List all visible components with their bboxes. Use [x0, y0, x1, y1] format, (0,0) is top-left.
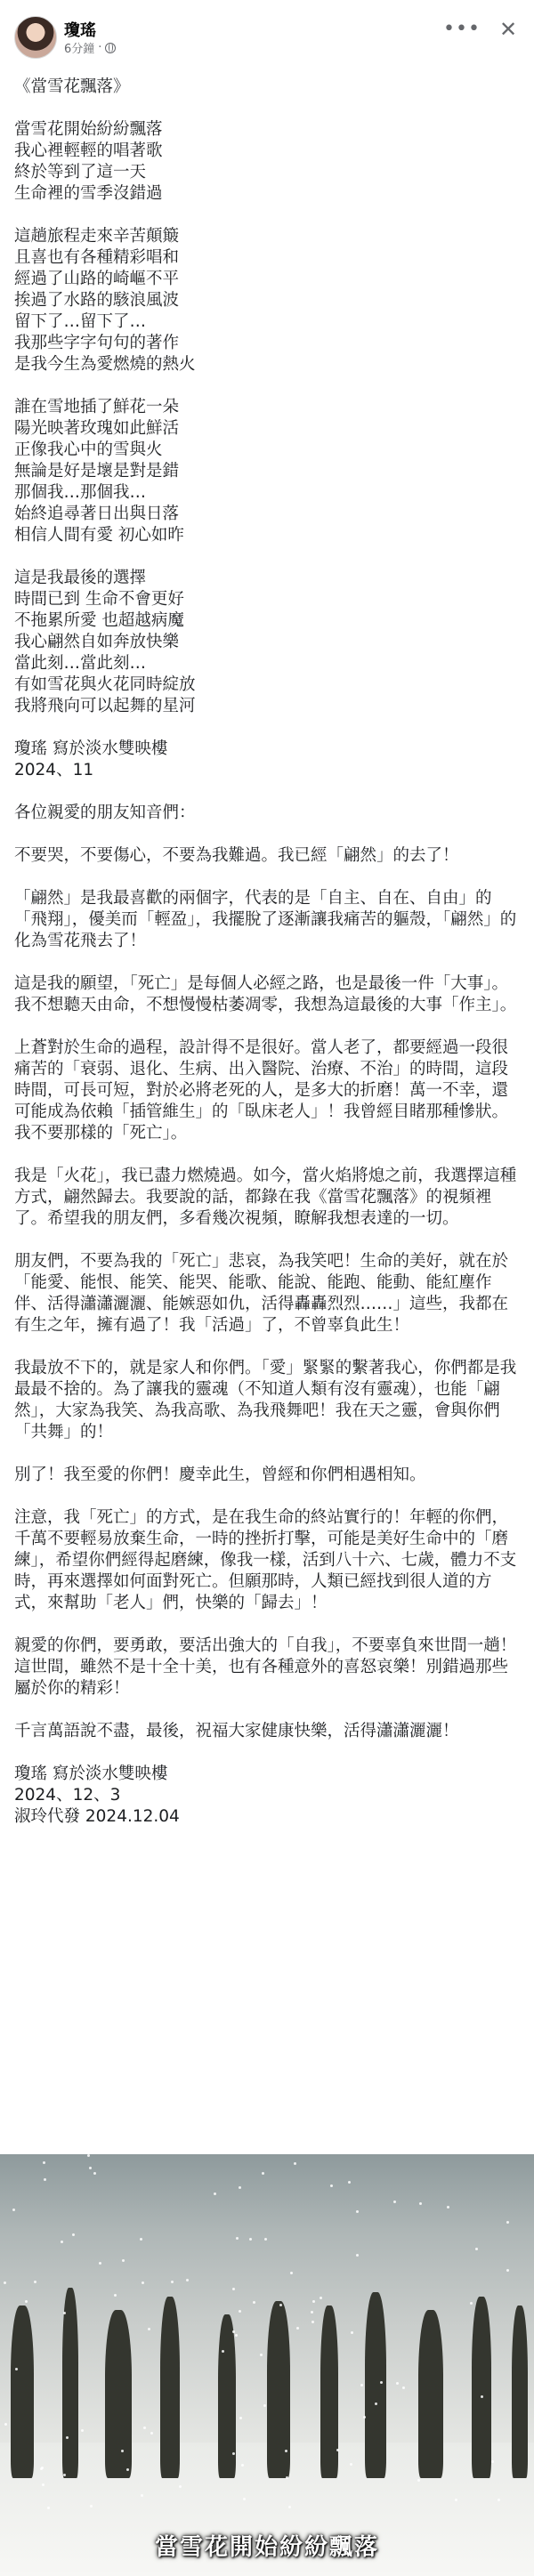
- snowflake: [25, 2300, 28, 2303]
- snowflake: [34, 2281, 36, 2283]
- paragraph-gap: [14, 952, 517, 973]
- post-line: 那個我…那個我…: [14, 483, 147, 502]
- snowflake: [12, 2209, 15, 2211]
- post-line: 始終追尋著日出與日落: [14, 505, 180, 523]
- tree-trunk: [365, 2292, 386, 2478]
- snowflake: [285, 2450, 287, 2452]
- snowflake: [380, 2381, 383, 2384]
- snowflake: [42, 2483, 44, 2486]
- paragraph-gap: [14, 867, 517, 888]
- tree-trunk: [472, 2297, 491, 2478]
- snowflake: [141, 2494, 143, 2497]
- snowflake: [350, 2463, 352, 2466]
- post-line: 2024、11: [14, 761, 94, 779]
- post-line: 留下了…留下了…: [14, 312, 147, 331]
- snowflake: [356, 2254, 359, 2257]
- snowflake: [47, 2507, 50, 2509]
- post-line: 陽光映著玫瑰如此鮮活: [14, 419, 180, 438]
- snowflake: [239, 2310, 241, 2313]
- snowflake: [61, 2241, 63, 2243]
- snowflake: [481, 2395, 483, 2398]
- post-line: 瓊瑤 寫於淡水雙映樓: [14, 1764, 168, 1783]
- post-line: 是我今生為愛燃燒的熱火: [14, 355, 196, 374]
- post-line: 《當雪花飄落》: [14, 77, 130, 96]
- snowflake: [81, 2429, 84, 2432]
- snowflake: [239, 2417, 242, 2419]
- post-line: 當此刻…當此刻…: [14, 654, 147, 673]
- snowflake: [87, 2154, 90, 2157]
- post-line: 誰在雪地插了鮮花一朵: [14, 398, 180, 416]
- snowflake: [126, 2468, 129, 2471]
- snowflake: [356, 2210, 359, 2213]
- post-line: 不拖累所愛 也超越病魔: [14, 611, 184, 630]
- snowflake: [90, 2505, 93, 2507]
- snowflake: [150, 2432, 153, 2435]
- snowflake: [363, 2416, 366, 2419]
- post-line: 別了！我至愛的你們！慶幸此生，曾經和你們相遇相知。: [14, 1466, 426, 1484]
- post-line: 這是我的願望，「死亡」是每個人必經之路，也是最後一件「大事」。我不想聽天由命，不想慢慢枯萎凋零，我想為這最後的大事「作主」。: [14, 974, 517, 1014]
- paragraph-gap: [14, 1486, 517, 1507]
- post-line: 我那些字字句句的著作: [14, 334, 180, 352]
- post-line: 有如雪花與火花同時綻放: [14, 675, 196, 694]
- snowflake: [4, 2423, 7, 2426]
- paragraph-gap: [14, 1144, 517, 1166]
- post-line: 「翩然」是我最喜歡的兩個字，代表的是「自主、自在、自由」的「飛翔」，優美而「輕盈」，我擺脫了逐漸讓我痛苦的軀殼，「翩然」的化為雪花飛去了！: [14, 889, 517, 950]
- snowflake: [262, 2172, 264, 2175]
- video-player[interactable]: [0, 2154, 534, 2576]
- post-line: 瓊瑤 寫於淡水雙映樓: [14, 739, 168, 758]
- snowflake: [214, 2192, 216, 2195]
- post-line: 親愛的你們，要勇敢，要活出強大的「自我」，不要辜負來世間一趟！這世間，雖然不是十全十美，也有各種意外的喜怒哀樂！別錯過那些屬於你的精彩！: [14, 1636, 517, 1698]
- separator-dot: ·: [98, 41, 102, 54]
- paragraph-gap: [14, 824, 517, 845]
- snowflake: [417, 2479, 420, 2482]
- snowflake: [186, 2279, 189, 2281]
- post-line: 相信人間有愛 初心如昨: [14, 526, 184, 545]
- more-options-button[interactable]: [443, 16, 481, 43]
- paragraph-gap: [14, 781, 517, 803]
- snowflake: [336, 2449, 339, 2451]
- snowflake: [296, 2327, 299, 2330]
- post-meta: [64, 39, 116, 56]
- snowflake: [232, 2452, 235, 2455]
- post-line: 我是「火花」，我已盡力燃燒過。如今，當火焰將熄之前，我選擇這種方式，翩然歸去。我要說的話，都錄在我《當雪花飄落》的視頻裡了。希望我的朋友們，多看幾次視頻，瞭解我想表達的一切。: [14, 1167, 517, 1228]
- post-line: 這趟旅程走來辛苦顛簸: [14, 227, 180, 246]
- snowflake: [393, 2201, 396, 2203]
- tree-trunk: [512, 2305, 528, 2478]
- snowflake: [264, 2238, 267, 2241]
- post-line: 經過了山路的崎嶇不平: [14, 270, 180, 288]
- snowflake: [312, 2321, 314, 2323]
- snowflake: [470, 2302, 473, 2305]
- post-line: 生命裡的雪季沒錯過: [14, 184, 163, 203]
- snowflake: [348, 2181, 351, 2184]
- snowflake: [294, 2162, 296, 2165]
- header-actions: [443, 16, 522, 43]
- post-body: [14, 77, 517, 1828]
- snowflake: [330, 2184, 333, 2187]
- post-line: 注意，我「死亡」的方式，是在我生命的終站實行的！年輕的你們，千萬不要輕易放棄生命，一時的挫折打擊，可能是美好生命中的「磨練」，希望你們經得起磨練，像我一樣，活到八十六、七歲，體力不支時，再來選擇如何面對死亡。但願那時，人類已經找到很人道的方式，來幫助「老人」們，快樂的「歸去」！: [14, 1508, 517, 1612]
- snowflake: [286, 2476, 288, 2479]
- snowflake: [66, 2436, 69, 2439]
- post-line: 這是我最後的選擇: [14, 569, 147, 587]
- snowflake: [260, 2354, 263, 2356]
- video-caption: 當雪花開始紛紛飄落: [154, 2534, 379, 2561]
- snowflake: [171, 2281, 174, 2283]
- snowflake: [89, 2167, 92, 2169]
- post-line: 我將飛向可以起舞的星河: [14, 697, 196, 715]
- snowflake: [491, 2460, 494, 2463]
- post-line: 挨過了水路的駭浪風波: [14, 291, 180, 310]
- post-header: [0, 0, 534, 64]
- snowflake: [99, 2262, 101, 2265]
- snowflake: [235, 2334, 238, 2337]
- post-line: 淑玲代發 2024.12.04: [14, 1807, 180, 1826]
- post-line: 我心翩然自如奔放快樂: [14, 633, 180, 651]
- snowflake: [148, 2328, 150, 2330]
- post-line: 正像我心中的雪與火: [14, 440, 163, 459]
- snowflake: [114, 2294, 117, 2297]
- snowflake: [312, 2300, 315, 2303]
- snowflake: [253, 2301, 255, 2304]
- snowflake: [375, 2402, 377, 2405]
- snowflake: [15, 2368, 18, 2370]
- post-line: 千言萬語說不盡，最後，祝福大家健康快樂，活得瀟瀟灑灑！: [14, 1722, 459, 1740]
- snowflake: [402, 2386, 405, 2389]
- paragraph-gap: [14, 1742, 517, 1764]
- post-line: 不要哭，不要傷心，不要為我難過。我已經「翩然」的去了！: [14, 846, 459, 865]
- tree-trunk: [11, 2305, 34, 2478]
- paragraph-gap: [14, 1336, 517, 1358]
- snowflake: [498, 2499, 500, 2501]
- snowflake: [143, 2427, 146, 2429]
- snowflake: [290, 2272, 293, 2274]
- snowflake: [320, 2297, 322, 2299]
- snowflake: [279, 2304, 282, 2306]
- post-line: 我最放不下的，就是家人和你們。「愛」緊緊的繫著我心，你們都是我最最不捨的。為了讓我的靈魂（不知道人類有沒有靈魂），也能「翩然」，大家為我笑、為我高歌、為我飛舞吧！我在天之靈，會與你們「共舞」的！: [14, 1359, 517, 1441]
- snowflake: [179, 2485, 182, 2488]
- post-line: 終於等到了這一天: [14, 163, 147, 182]
- post-line: 且喜也有各種精彩唱和: [14, 248, 180, 267]
- post-line: 各位親愛的朋友知音們：: [14, 803, 196, 822]
- paragraph-gap: [14, 375, 517, 397]
- snowflake: [419, 2202, 422, 2205]
- paragraph-gap: [14, 1700, 517, 1721]
- snowflake: [121, 2450, 124, 2452]
- snowflake: [72, 2233, 75, 2236]
- post-line: 我心裡輕輕的唱著歌: [14, 141, 163, 160]
- snowflake: [93, 2172, 96, 2175]
- more-dots-icon: •••: [443, 18, 481, 40]
- snowflake: [40, 2467, 43, 2470]
- post-line: 時間已到 生命不會更好: [14, 590, 184, 609]
- snowflake: [475, 2248, 478, 2250]
- snowflake: [63, 2474, 66, 2476]
- paragraph-gap: [14, 1614, 517, 1635]
- snowflake: [311, 2311, 313, 2314]
- snowflake: [44, 2178, 46, 2181]
- snowflake: [506, 2269, 509, 2272]
- globe-icon: [105, 43, 116, 53]
- paragraph-gap: [14, 98, 517, 119]
- tree-trunk: [418, 2310, 443, 2478]
- tree-trunk: [320, 2305, 338, 2478]
- snowflake: [122, 2259, 125, 2262]
- paragraph-gap: [14, 717, 517, 739]
- post-line: 無論是好是壞是對是錯: [14, 462, 180, 480]
- snowflake: [222, 2350, 224, 2353]
- paragraph-gap: [14, 205, 517, 226]
- snowflake: [241, 2464, 244, 2467]
- post-line: 當雪花開始紛紛飄落: [14, 120, 163, 139]
- snowflake: [43, 2161, 45, 2164]
- paragraph-gap: [14, 1443, 517, 1465]
- snowflake: [360, 2384, 363, 2386]
- avatar[interactable]: [14, 16, 57, 59]
- tree-trunk: [105, 2310, 132, 2478]
- snowflake: [140, 2238, 142, 2241]
- snowflake: [447, 2206, 449, 2209]
- paragraph-gap: [14, 1230, 517, 1251]
- snowflake: [455, 2499, 457, 2501]
- snowflake: [263, 2404, 266, 2407]
- close-button[interactable]: [495, 16, 522, 43]
- snowflake: [232, 2288, 235, 2290]
- snowflake: [4, 2281, 6, 2284]
- snowflake: [351, 2331, 353, 2334]
- snowflake: [142, 2281, 144, 2284]
- snowflake: [63, 2312, 66, 2314]
- author-name[interactable]: 瓊瑤: [64, 21, 96, 40]
- snowflake: [239, 2186, 241, 2189]
- tree-trunk: [160, 2297, 180, 2478]
- post-time[interactable]: 6分鐘: [64, 43, 95, 56]
- snowflake: [236, 2237, 239, 2240]
- snowflake: [249, 2238, 252, 2241]
- close-icon: ✕: [498, 17, 518, 42]
- snowflake: [506, 2221, 509, 2224]
- post-line: 朋友們，不要為我的「死亡」悲哀，為我笑吧！生命的美好，就在於「能愛、能恨、能笑、能哭、能歌、能說、能跑、能動、能紅塵作伴、活得瀟瀟灑灑、能嫉惡如仇，活得轟轟烈烈……」這些，我都在有生之年，擁有過了！我「活過」了，不曾辜負此生！: [14, 1252, 509, 1335]
- tree-trunk: [62, 2288, 78, 2478]
- snowflake: [243, 2498, 246, 2500]
- snowflake: [232, 2330, 235, 2333]
- paragraph-gap: [14, 1016, 517, 1038]
- paragraph-gap: [14, 546, 517, 568]
- snowflake: [396, 2382, 399, 2385]
- post-line: 上蒼對於生命的過程，設計得不是很好。當人老了，都要經過一段很痛苦的「衰弱、退化、生病、出入醫院、治療、不治」的時間，這段時間，可長可短，對於必將老死的人，是多大的折磨！萬一不幸，還可能成為依賴「插管維生」的「臥床老人」！我曾經目睹那種慘狀。我不要那樣的「死亡」。: [14, 1038, 509, 1143]
- post-line: 2024、12、3: [14, 1786, 121, 1805]
- snowflake: [288, 2506, 291, 2508]
